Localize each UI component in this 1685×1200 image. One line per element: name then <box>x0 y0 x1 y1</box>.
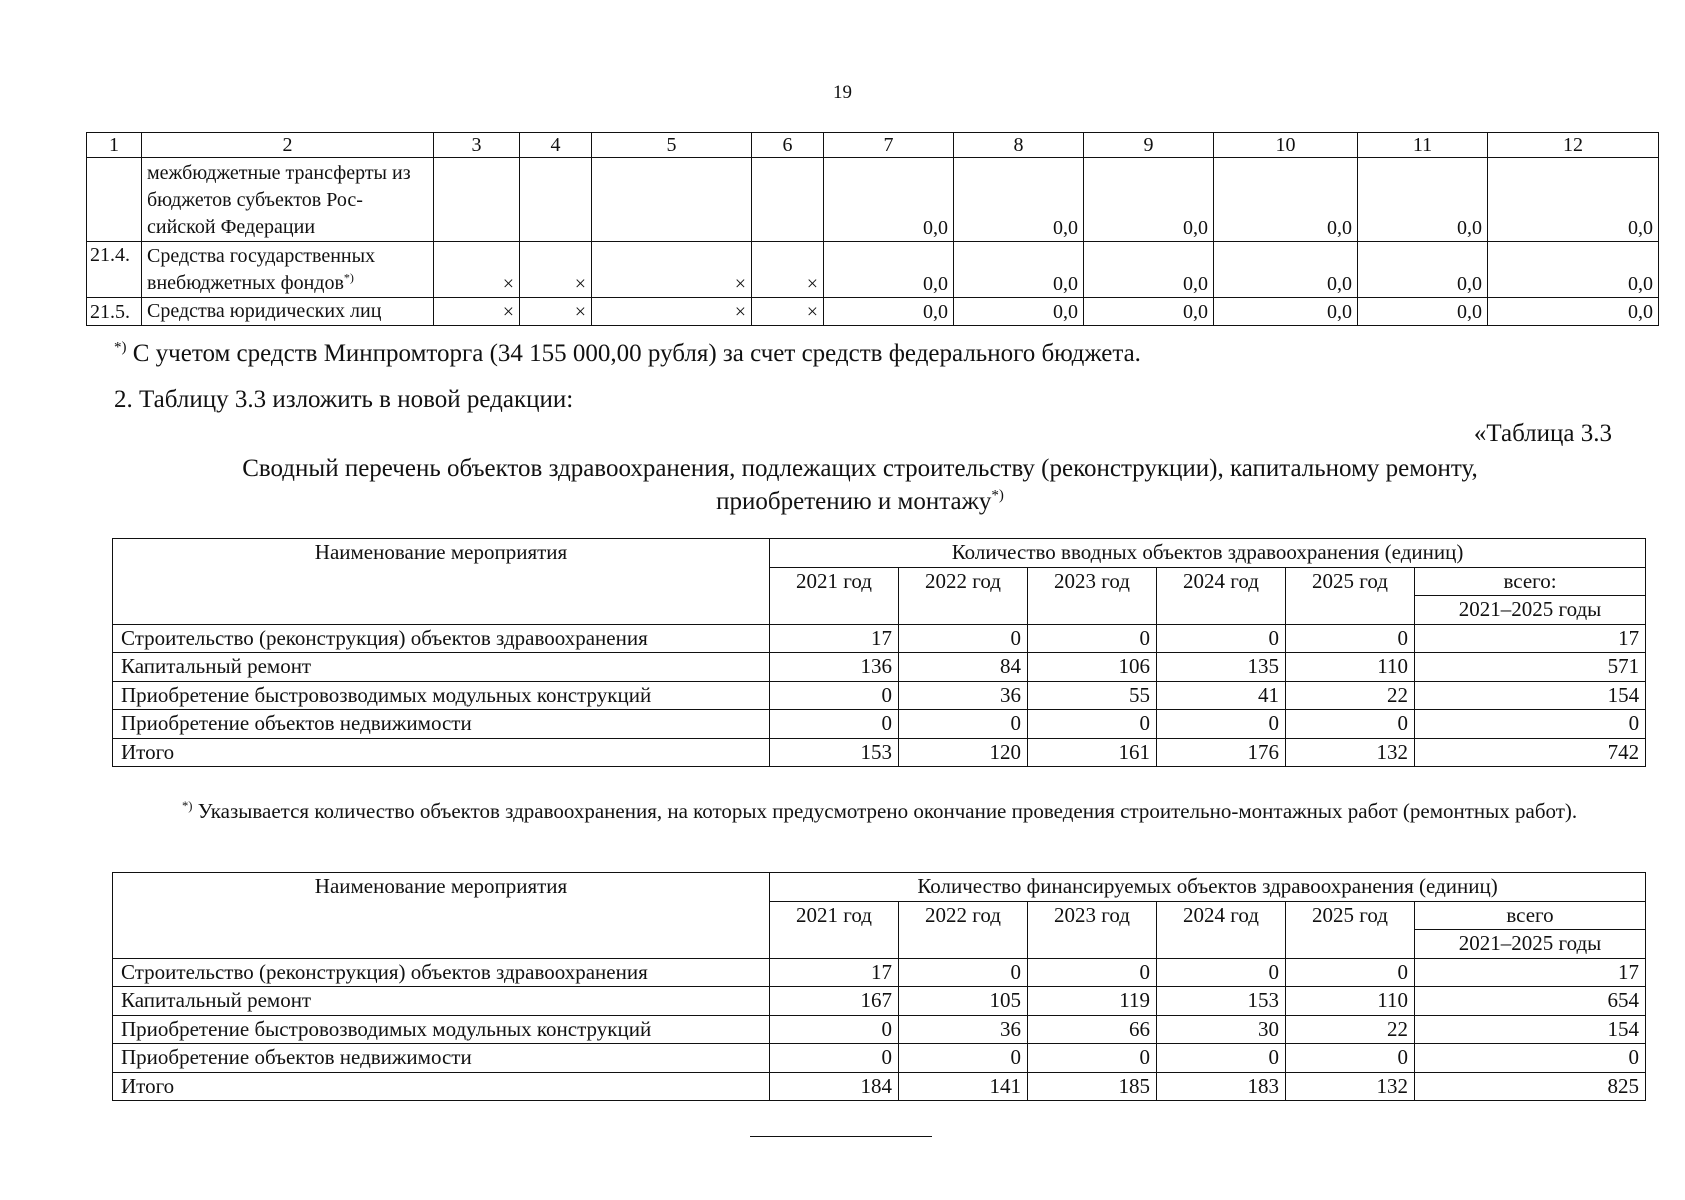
cell-value: 84 <box>899 653 1028 682</box>
funding-sources-table <box>86 132 1659 326</box>
cell-value: 825 <box>1415 1072 1646 1101</box>
year-header: 2023 год <box>1028 567 1157 624</box>
table-row <box>113 958 1646 987</box>
cell: × <box>520 242 592 298</box>
cell-value: 0 <box>1028 710 1157 739</box>
cell-value: 0 <box>1157 710 1286 739</box>
column-header: Наименование мероприятия <box>113 539 770 625</box>
table-total-row <box>113 738 1646 767</box>
footnote-mark: *) <box>114 339 127 356</box>
year-header: 2022 год <box>899 901 1028 958</box>
cell: × <box>520 298 592 326</box>
table-row <box>113 710 1646 739</box>
cell-value: 0 <box>1028 958 1157 987</box>
cell-value: 0 <box>1286 1044 1415 1073</box>
row-name: Приобретение объектов недвижимости <box>113 1044 770 1073</box>
cell-value: 132 <box>1286 1072 1415 1101</box>
total-period-header: 2021–2025 годы <box>1415 930 1646 959</box>
footnote <box>112 796 1612 827</box>
cell-value: 0,0 <box>1358 298 1488 326</box>
cell-value: 0,0 <box>1358 158 1488 242</box>
year-header: 2023 год <box>1028 901 1157 958</box>
year-header: 2024 год <box>1157 567 1286 624</box>
column-number: 3 <box>434 133 520 158</box>
year-header: 2024 год <box>1157 901 1286 958</box>
cell: × <box>592 298 752 326</box>
cell-value: 0,0 <box>1488 158 1659 242</box>
cell-value: 55 <box>1028 681 1157 710</box>
column-number: 6 <box>752 133 824 158</box>
cell-value: 185 <box>1028 1072 1157 1101</box>
row-label: межбюджетные трансферты из бюджетов субъектов Рос-сийской Федерации <box>142 158 434 242</box>
table-label: «Таблица 3.3 <box>1473 420 1612 447</box>
footnote-mark: *) <box>991 487 1004 504</box>
footnote-text: С учетом средств Минпромторга (34 155 000,00 рубля) за счет средств федерального бюджета. <box>126 340 1141 367</box>
cell-value: 22 <box>1286 681 1415 710</box>
cell-value: 176 <box>1157 738 1286 767</box>
table-caption <box>100 452 1620 518</box>
cell-value: 153 <box>1157 987 1286 1016</box>
row-number: 21.4. <box>87 242 142 298</box>
footnote-separator-line <box>750 1136 932 1137</box>
row-number: 21.5. <box>87 298 142 326</box>
table-header-row <box>113 873 1646 902</box>
cell-value: 110 <box>1286 653 1415 682</box>
table-row <box>87 242 1659 298</box>
cell-value: 0 <box>899 1044 1028 1073</box>
row-name: Итого <box>113 738 770 767</box>
cell-value: 0 <box>770 681 899 710</box>
cell-value: 742 <box>1415 738 1646 767</box>
column-number: 8 <box>954 133 1084 158</box>
cell-value: 0,0 <box>1214 242 1358 298</box>
cell-value: 0 <box>1286 958 1415 987</box>
cell-value: 0 <box>1415 1044 1646 1073</box>
row-name: Приобретение быстровозводимых модульных конструкций <box>113 1015 770 1044</box>
cell-value: 0 <box>770 1015 899 1044</box>
column-number: 4 <box>520 133 592 158</box>
row-label <box>142 242 434 298</box>
row-name: Капитальный ремонт <box>113 987 770 1016</box>
column-header: Наименование мероприятия <box>113 873 770 959</box>
cell-value: 0,0 <box>1084 298 1214 326</box>
row-name: Строительство (реконструкция) объектов здравоохранения <box>113 624 770 653</box>
total-header: всего <box>1415 901 1646 930</box>
cell-value: 0,0 <box>954 242 1084 298</box>
cell-value: 0 <box>1157 1044 1286 1073</box>
cell-value: 135 <box>1157 653 1286 682</box>
cell-value: 154 <box>1415 681 1646 710</box>
footnote <box>114 340 1141 368</box>
year-header: 2022 год <box>899 567 1028 624</box>
table-row <box>113 1015 1646 1044</box>
cell <box>434 158 520 242</box>
column-number: 11 <box>1358 133 1488 158</box>
cell-value: 0,0 <box>1488 242 1659 298</box>
cell: × <box>592 242 752 298</box>
cell-value: 0 <box>899 958 1028 987</box>
group-header: Количество вводных объектов здравоохранения (единиц) <box>770 539 1646 568</box>
cell: × <box>752 298 824 326</box>
cell-value: 36 <box>899 681 1028 710</box>
cell-value: 141 <box>899 1072 1028 1101</box>
row-name: Капитальный ремонт <box>113 653 770 682</box>
cell-value: 167 <box>770 987 899 1016</box>
year-header: 2021 год <box>770 901 899 958</box>
cell <box>752 158 824 242</box>
cell-value: 0 <box>1415 710 1646 739</box>
cell-value: 571 <box>1415 653 1646 682</box>
table-row <box>113 1044 1646 1073</box>
cell-value: 0,0 <box>1084 158 1214 242</box>
caption-text: приобретению и монтажу <box>716 488 992 515</box>
cell-value: 0 <box>1157 958 1286 987</box>
cell: × <box>752 242 824 298</box>
table-row <box>87 298 1659 326</box>
column-number: 10 <box>1214 133 1358 158</box>
cell-value: 161 <box>1028 738 1157 767</box>
cell-value: 0,0 <box>824 298 954 326</box>
cell-value: 0,0 <box>1488 298 1659 326</box>
table-row <box>113 681 1646 710</box>
column-number: 5 <box>592 133 752 158</box>
cell-value: 0,0 <box>1214 158 1358 242</box>
column-number: 12 <box>1488 133 1659 158</box>
table-total-row <box>113 1072 1646 1101</box>
cell-value: 17 <box>770 624 899 653</box>
paragraph: 2. Таблицу 3.3 изложить в новой редакции: <box>114 386 574 413</box>
cell-value: 17 <box>1415 624 1646 653</box>
row-label: Средства юридических лиц <box>142 298 434 326</box>
cell-value: 0,0 <box>824 242 954 298</box>
year-header: 2025 год <box>1286 901 1415 958</box>
footnote-mark: *) <box>343 270 354 285</box>
cell-value: 153 <box>770 738 899 767</box>
financed-objects-table <box>112 872 1646 1101</box>
page-number: 19 <box>833 82 852 103</box>
cell-value: 0,0 <box>954 298 1084 326</box>
cell-value: 120 <box>899 738 1028 767</box>
row-name: Приобретение быстровозводимых модульных конструкций <box>113 681 770 710</box>
cell-value: 41 <box>1157 681 1286 710</box>
cell-value: 0 <box>1028 624 1157 653</box>
group-header: Количество финансируемых объектов здравоохранения (единиц) <box>770 873 1646 902</box>
cell-value: 0 <box>1286 710 1415 739</box>
row-number <box>87 158 142 242</box>
column-number: 2 <box>142 133 434 158</box>
cell: × <box>434 242 520 298</box>
column-number: 7 <box>824 133 954 158</box>
cell-value: 30 <box>1157 1015 1286 1044</box>
cell-value: 0,0 <box>1214 298 1358 326</box>
year-header: 2021 год <box>770 567 899 624</box>
cell-value: 654 <box>1415 987 1646 1016</box>
footnote-mark: *) <box>182 799 193 813</box>
cell-value: 0 <box>1286 624 1415 653</box>
caption-line: Сводный перечень объектов здравоохранения, подлежащих строительству (реконструкции), капитальному ремонту, <box>242 455 1478 482</box>
total-header: всего: <box>1415 567 1646 596</box>
row-label-text: Средства государственных внебюджетных фондов <box>147 245 376 294</box>
year-header: 2025 год <box>1286 567 1415 624</box>
cell: × <box>434 298 520 326</box>
column-number-row <box>87 133 1659 158</box>
cell-value: 132 <box>1286 738 1415 767</box>
commissioned-objects-table <box>112 538 1646 767</box>
cell-value: 0,0 <box>824 158 954 242</box>
cell-value: 106 <box>1028 653 1157 682</box>
cell-value: 105 <box>899 987 1028 1016</box>
table-row <box>87 158 1659 242</box>
cell-value: 136 <box>770 653 899 682</box>
cell-value: 0 <box>770 1044 899 1073</box>
cell-value: 154 <box>1415 1015 1646 1044</box>
row-name: Итого <box>113 1072 770 1101</box>
cell-value: 0 <box>899 710 1028 739</box>
cell-value: 110 <box>1286 987 1415 1016</box>
cell-value: 0 <box>1157 624 1286 653</box>
row-name: Строительство (реконструкция) объектов здравоохранения <box>113 958 770 987</box>
cell <box>592 158 752 242</box>
column-number: 9 <box>1084 133 1214 158</box>
table-row <box>113 624 1646 653</box>
cell-value: 0 <box>770 710 899 739</box>
column-number: 1 <box>87 133 142 158</box>
total-period-header: 2021–2025 годы <box>1415 596 1646 625</box>
row-name: Приобретение объектов недвижимости <box>113 710 770 739</box>
caption-line <box>100 485 1620 518</box>
cell-value: 0 <box>899 624 1028 653</box>
cell-value: 22 <box>1286 1015 1415 1044</box>
cell-value: 0,0 <box>1084 242 1214 298</box>
cell-value: 66 <box>1028 1015 1157 1044</box>
table-header-row <box>113 539 1646 568</box>
footnote-text: Указывается количество объектов здравоохранения, на которых предусмотрено окончание проведения строительно-монтажных работ (ремонтных работ). <box>192 799 1578 823</box>
cell-value: 17 <box>770 958 899 987</box>
cell-value: 17 <box>1415 958 1646 987</box>
cell-value: 0 <box>1028 1044 1157 1073</box>
cell-value: 119 <box>1028 987 1157 1016</box>
table-row <box>113 653 1646 682</box>
table-row <box>113 987 1646 1016</box>
cell-value: 0,0 <box>1358 242 1488 298</box>
cell-value: 36 <box>899 1015 1028 1044</box>
cell <box>520 158 592 242</box>
cell-value: 184 <box>770 1072 899 1101</box>
cell-value: 0,0 <box>954 158 1084 242</box>
cell-value: 183 <box>1157 1072 1286 1101</box>
